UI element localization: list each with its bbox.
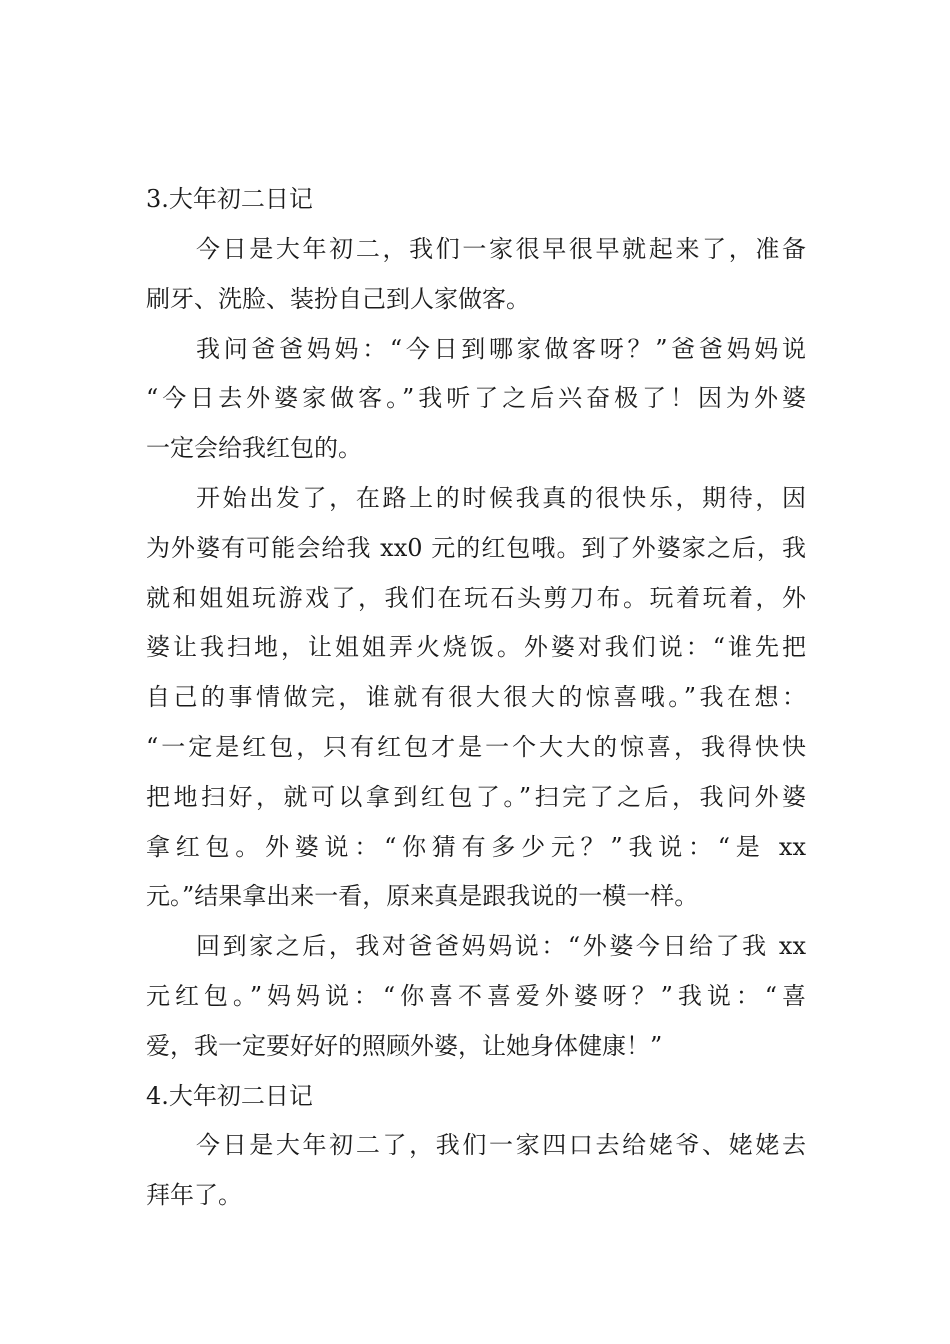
paragraph-line: 刷牙、洗脸、装扮自己到人家做客。 bbox=[146, 285, 530, 313]
paragraph-line: 今日是大年初二了，我们一家四口去给姥爷、姥姥去 bbox=[196, 1131, 806, 1159]
paragraph-line: 开始出发了，在路上的时候我真的很快乐，期待，因 bbox=[196, 484, 806, 512]
section-3-heading: 3.大年初二日记 bbox=[146, 185, 313, 213]
paragraph-line: 就和姐姐玩游戏了，我们在玩石头剪刀布。玩着玩着，外 bbox=[146, 584, 806, 612]
paragraph-line: 回到家之后，我对爸爸妈妈说：“外婆今日给了我 xx bbox=[196, 932, 806, 960]
paragraph-line: 拿红包。外婆说：“你猜有多少元？”我说：“是 xx bbox=[146, 833, 806, 861]
section-4-heading: 4.大年初二日记 bbox=[146, 1082, 313, 1110]
paragraph-line: 婆让我扫地，让姐姐弄火烧饭。外婆对我们说：“谁先把 bbox=[146, 633, 806, 661]
paragraph-line: 自己的事情做完，谁就有很大很大的惊喜哦。”我在想： bbox=[146, 683, 806, 711]
paragraph-line: 为外婆有可能会给我 xx0 元的红包哦。到了外婆家之后，我 bbox=[146, 534, 806, 562]
paragraph-line: “今日去外婆家做客。”我听了之后兴奋极了！因为外婆 bbox=[146, 384, 806, 412]
paragraph-line: 爱，我一定要好好的照顾外婆，让她身体健康！” bbox=[146, 1032, 663, 1060]
paragraph-line: 一定会给我红包的。 bbox=[146, 434, 362, 462]
paragraph-line: 元红包。”妈妈说：“你喜不喜爱外婆呀？”我说：“喜 bbox=[146, 982, 806, 1010]
paragraph-line: 拜年了。 bbox=[146, 1181, 242, 1209]
paragraph-line: 我问爸爸妈妈：“今日到哪家做客呀？”爸爸妈妈说 bbox=[196, 335, 806, 363]
paragraph-line: “一定是红包，只有红包才是一个大大的惊喜，我得快快 bbox=[146, 733, 806, 761]
paragraph-line: 今日是大年初二，我们一家很早很早就起来了，准备 bbox=[196, 235, 806, 263]
paragraph-line: 把地扫好，就可以拿到红包了。”扫完了之后，我问外婆 bbox=[146, 783, 806, 811]
paragraph-line: 元。”结果拿出来一看，原来真是跟我说的一模一样。 bbox=[146, 882, 699, 910]
